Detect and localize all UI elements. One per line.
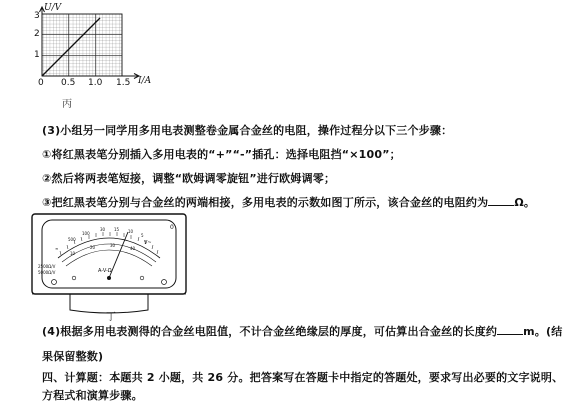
- meter-caption: 丁: [106, 312, 116, 323]
- q3-step-3-text: ③把红黑表笔分别与合金丝的两端相接，多用电表的示数如图丁所示，该合金丝的电阻约为: [42, 196, 489, 209]
- graph-caption: 丙: [62, 99, 72, 110]
- y-tick-3: 3: [34, 11, 40, 21]
- svg-text:100: 100: [82, 231, 90, 236]
- ui-graph-svg: [20, 4, 160, 110]
- graph-grid: [42, 14, 122, 76]
- q4-unit: m。(结: [523, 325, 563, 338]
- x-tick-0: 0: [38, 78, 44, 88]
- svg-text:40: 40: [130, 246, 136, 251]
- y-axis-label: U/V: [44, 3, 62, 13]
- svg-text:15: 15: [114, 227, 120, 232]
- svg-text:500: 500: [68, 237, 76, 242]
- q3-step-3-unit: Ω。: [514, 196, 536, 209]
- y-tick-2: 2: [34, 29, 40, 39]
- q4-answer-blank[interactable]: [497, 324, 523, 335]
- meter-scale-zero: 0: [170, 224, 174, 231]
- meter-dial-label: A-V-Ω: [98, 268, 112, 274]
- meter-spec-1: 2500Ω/V: [38, 264, 56, 269]
- svg-text:30: 30: [100, 227, 106, 232]
- section4-line-1: 四、计算题：本题共 2 小题，共 26 分。把答案写在答题卡中指定的答题处，要求写出必要的文字说明、: [42, 371, 563, 384]
- svg-text:20: 20: [90, 245, 96, 250]
- q3-step-3: [42, 194, 535, 210]
- q3-answer-blank[interactable]: [488, 195, 514, 206]
- svg-text:∞: ∞: [55, 246, 59, 251]
- q3-intro: (3)小组另一同学用多用电表测整卷金属合金丝的电阻，操作过程分以下三个步骤：: [42, 124, 453, 137]
- section4-line-2: 方程式和演算步骤。: [42, 389, 143, 402]
- q4-line-1: [42, 323, 562, 339]
- x-tick-15: 1.5: [116, 78, 131, 88]
- svg-text:10: 10: [70, 251, 76, 256]
- meter-spec-2: 5000Ω/V: [38, 270, 56, 275]
- svg-text:30: 30: [110, 243, 116, 248]
- ui-graph-figure: [20, 4, 160, 110]
- x-tick-10: 1.0: [88, 78, 103, 88]
- svg-text:10: 10: [128, 229, 134, 234]
- ui-multimeter-figure: [30, 212, 190, 322]
- meter-scale-mid: V~: [144, 240, 152, 246]
- q4-line-2: 果保留整数): [42, 350, 104, 363]
- x-tick-05: 0.5: [61, 78, 76, 88]
- x-axis-label: I/A: [138, 76, 152, 86]
- svg-text:5: 5: [141, 233, 144, 238]
- q4-text: (4)根据多用电表测得的合金丝电阻值，不计合金丝绝缘层的厚度，可估算出合金丝的长度约: [42, 325, 498, 338]
- q3-step-2: ②然后将两表笔短接，调整“欧姆调零旋钮”进行欧姆调零；: [42, 172, 336, 185]
- needle-pivot: [107, 276, 111, 280]
- q3-step-1: ①将红黑表笔分别插入多用电表的“+”“-”插孔：选择电阻挡“×100”；: [42, 148, 401, 161]
- y-tick-1: 1: [34, 50, 40, 60]
